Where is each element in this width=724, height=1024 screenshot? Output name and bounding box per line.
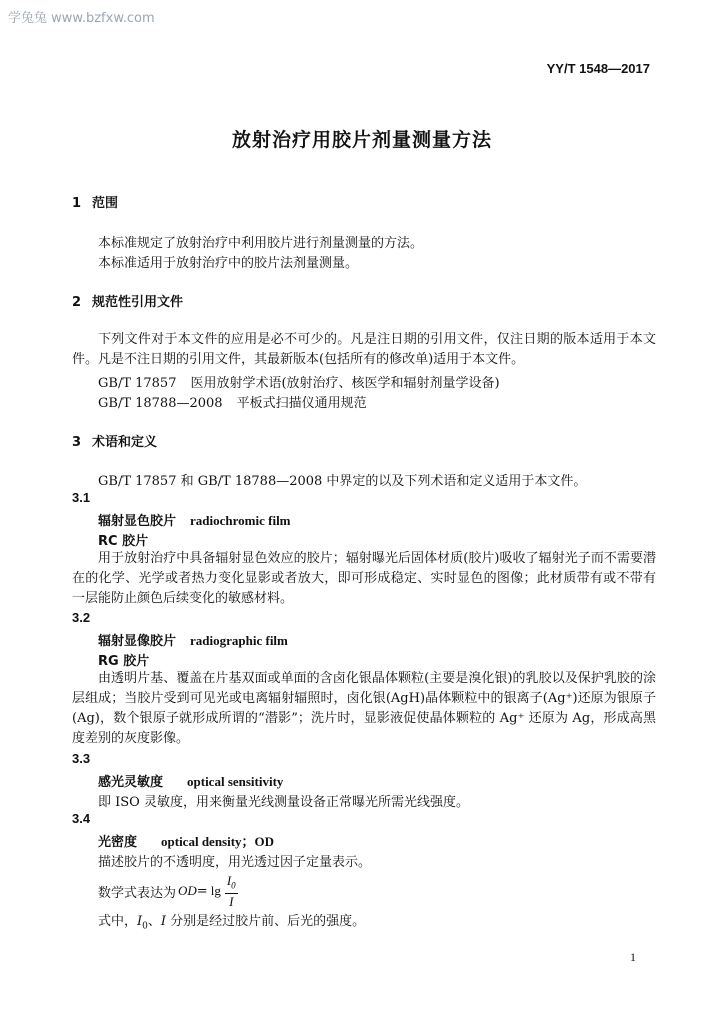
section-number: 2 bbox=[72, 295, 82, 310]
term-number-3-3: 3.3 bbox=[72, 751, 91, 766]
section-2-heading bbox=[72, 291, 183, 310]
section-number: 3 bbox=[72, 435, 82, 450]
watermark: 学兔兔 www.bzfxw.com bbox=[8, 11, 155, 26]
term-3-2-heading bbox=[98, 630, 288, 649]
where-rest: 分别是经过胶片前、后光的强度。 bbox=[166, 914, 366, 929]
term-3-4-heading bbox=[98, 831, 274, 850]
term-number-3-1: 3.1 bbox=[72, 490, 91, 505]
formula-variable: OD bbox=[178, 883, 197, 899]
formula-explanation bbox=[98, 910, 365, 932]
scope-line-2: 本标准适用于放射治疗中的胶片法剂量测量。 bbox=[98, 256, 359, 271]
section-title: 术语和定义 bbox=[92, 435, 158, 450]
fraction-denominator: I bbox=[229, 893, 234, 909]
term-3-3-heading bbox=[98, 771, 283, 790]
where-i: I bbox=[160, 914, 167, 929]
document-title: 放射治疗用胶片剂量测量方法 bbox=[231, 129, 492, 151]
formula-log: lg bbox=[210, 883, 221, 899]
term-zh: 辐射显像胶片 bbox=[98, 634, 177, 649]
standard-code: YY/T 1548—2017 bbox=[546, 61, 650, 76]
page-number: 1 bbox=[630, 950, 636, 964]
fraction-numerator bbox=[225, 874, 238, 894]
term-number-3-4: 3.4 bbox=[72, 811, 91, 826]
term-3-1-abbr: RC 胶片 bbox=[98, 534, 149, 549]
term-en: optical sensitivity bbox=[187, 774, 284, 789]
reference-title: 平板式扫描仪通用规范 bbox=[236, 396, 367, 411]
scope-line-1: 本标准规定了放射治疗中利用胶片进行剂量测量的方法。 bbox=[98, 236, 424, 251]
numerator-subscript: 0 bbox=[231, 880, 236, 891]
term-zh: 感光灵敏度 bbox=[98, 775, 164, 790]
od-formula bbox=[98, 874, 238, 909]
where-separator: 、 bbox=[147, 914, 161, 929]
section-3-heading bbox=[72, 431, 157, 450]
formula-fraction bbox=[225, 874, 238, 909]
term-en: optical density；OD bbox=[161, 834, 275, 849]
reference-code: GB/T 18788—2008 bbox=[98, 396, 223, 411]
formula-equals: = bbox=[196, 883, 208, 899]
section-title: 规范性引用文件 bbox=[92, 295, 184, 310]
formula-prefix: 数学式表达为 bbox=[98, 885, 177, 901]
section-1-heading bbox=[72, 192, 118, 211]
term-3-1-heading bbox=[98, 510, 291, 529]
normative-paragraph: 下列文件对于本文件的应用是必不可少的。凡是注日期的引用文件，仅注日期的版本适用于本文件。凡是不注日期的引用文件，其最新版本(包括所有的修改单)适用于本文件。 bbox=[72, 332, 656, 367]
term-3-2-abbr: RG 胶片 bbox=[98, 654, 150, 669]
where-prefix: 式中， bbox=[98, 914, 138, 929]
term-zh: 辐射显色胶片 bbox=[98, 514, 177, 529]
reference-1 bbox=[98, 372, 500, 391]
term-number-3-2: 3.2 bbox=[72, 610, 91, 625]
where-i0-subscript: 0 bbox=[142, 921, 148, 932]
section-title: 范围 bbox=[92, 196, 119, 211]
term-zh: 光密度 bbox=[98, 835, 138, 850]
section-number: 1 bbox=[72, 196, 82, 211]
reference-title: 医用放射学术语(放射治疗、核医学和辐射剂量学设备) bbox=[190, 376, 500, 391]
terms-intro: GB/T 17857 和 GB/T 18788—2008 中界定的以及下列术语和定义适用于本文件。 bbox=[98, 474, 587, 489]
numerator-symbol: I bbox=[226, 873, 232, 888]
term-3-3-definition: 即 ISO 灵敏度，用来衡量光线测量设备正常曝光所需光线强度。 bbox=[98, 795, 469, 810]
where-i0: I bbox=[137, 914, 143, 929]
term-3-4-definition: 描述胶片的不透明度，用光透过因子定量表示。 bbox=[98, 855, 372, 870]
reference-2 bbox=[98, 392, 367, 411]
reference-code: GB/T 17857 bbox=[98, 376, 177, 391]
term-3-1-definition: 用于放射治疗中具备辐射显色效应的胶片；辐射曝光后固体材质(胶片)吸收了辐射光子而不需要潜在的化学、光学或者热力变化显影或者放大，即可形成稳定、实时显色的图像；此材质带有或不带有一层能防止颜色后续变化的敏感材料。 bbox=[72, 551, 656, 606]
term-3-2-definition: 由透明片基、覆盖在片基双面或单面的含卤化银晶体颗粒(主要是溴化银)的乳胶以及保护乳胶的涂层组成；当胶片受到可见光或电离辐射辐照时，卤化银(AgH)晶体颗粒中的银离子(Ag⁺)还原为银原子(Ag)，数个银原子就形成所谓的“潜影”；洗片时，显影液促使晶体颗粒的 Ag⁺ 还原为 Ag，形成高黑度差别的灰度影像。 bbox=[72, 671, 656, 746]
term-en: radiochromic film bbox=[190, 513, 291, 528]
term-en: radiographic film bbox=[190, 633, 288, 648]
